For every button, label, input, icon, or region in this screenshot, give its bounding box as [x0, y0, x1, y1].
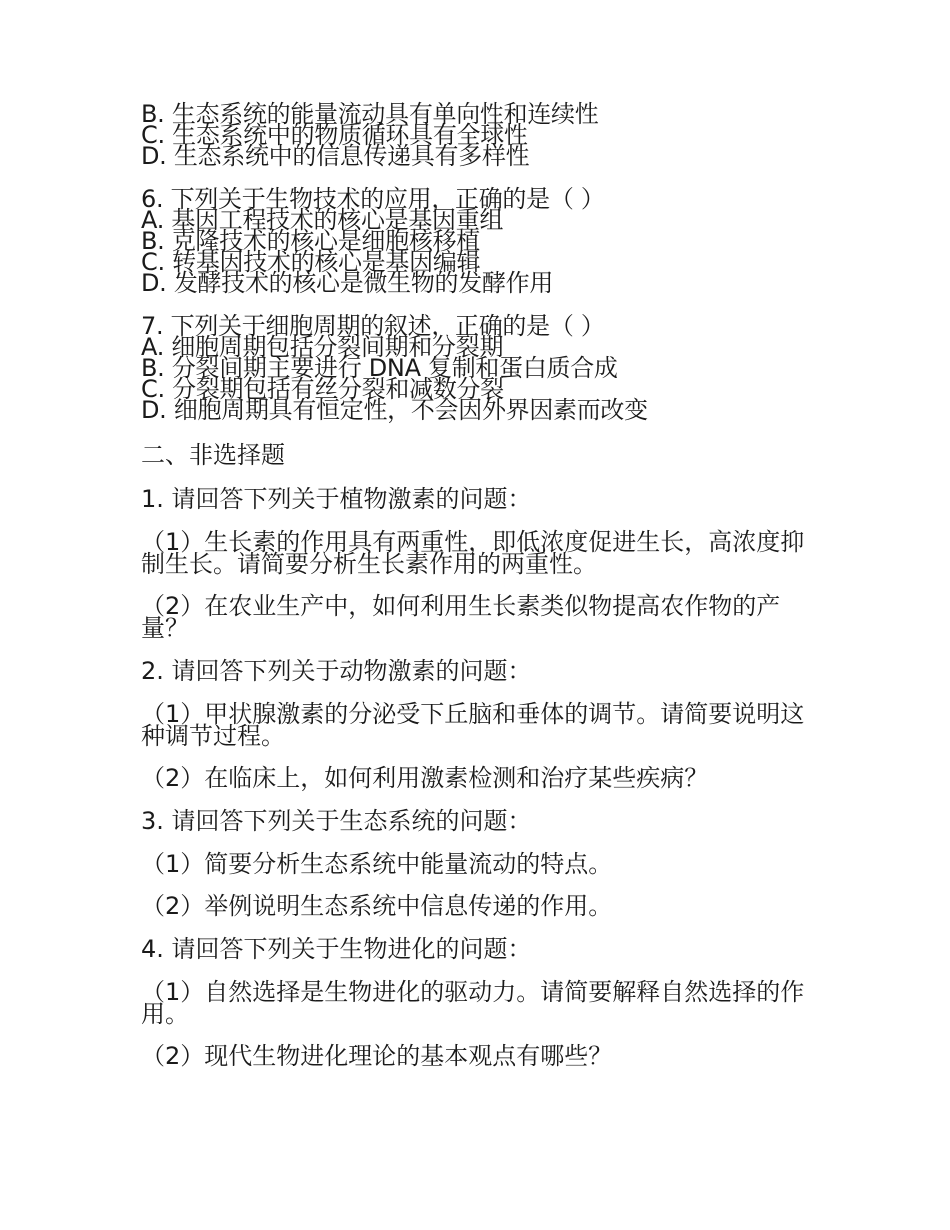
- option-b: B. 分裂间期主要进行 DNA 复制和蛋白质合成: [141, 354, 618, 382]
- nq1-part1: （1）生长素的作用具有两重性，即低浓度促进生长，高浓度抑制生长。请简要分析生长素作用的两重性。: [141, 528, 805, 578]
- nq1-part2: （2）在农业生产中，如何利用生长素类似物提高农作物的产量？: [141, 592, 781, 642]
- nq2-part2: （2）在临床上，如何利用激素检测和治疗某些疾病？: [141, 764, 709, 792]
- option-d: D. 发酵技术的核心是微生物的发酵作用: [141, 269, 554, 297]
- option-a: A. 基因工程技术的核心是基因重组: [141, 206, 504, 234]
- nq4-part2: （2）现代生物进化理论的基本观点有哪些？: [141, 1042, 613, 1070]
- option-c: C. 生态系统中的物质循环具有全球性: [141, 121, 528, 149]
- nq4-part1: （1）自然选择是生物进化的驱动力。请简要解释自然选择的作用。: [141, 978, 805, 1028]
- option-b: B. 克隆技术的核心是细胞核移植: [141, 227, 480, 255]
- option-a: A. 细胞周期包括分裂间期和分裂期: [141, 333, 504, 361]
- question-7: [141, 312, 811, 424]
- section-title: 二、非选择题: [141, 441, 285, 469]
- nq3-part2: （2）举例说明生态系统中信息传递的作用。: [141, 892, 613, 920]
- nq3-stem: 3. 请回答下列关于生态系统的问题：: [141, 807, 532, 835]
- document-page: [141, 100, 811, 1087]
- question-stem: 6. 下列关于生物技术的应用，正确的是（ ）: [141, 185, 605, 213]
- option-b: B. 生态系统的能量流动具有单向性和连续性: [141, 100, 599, 128]
- option-c: C. 转基因技术的核心是基因编辑: [141, 248, 481, 276]
- nq2-part1: （1）甲状腺激素的分泌受下丘脑和垂体的调节。请简要说明这种调节过程。: [141, 700, 805, 750]
- nq3-part1: （1）简要分析生态系统中能量流动的特点。: [141, 850, 613, 878]
- option-d: D. 生态系统中的信息传递具有多样性: [141, 142, 530, 170]
- option-d: D. 细胞周期具有恒定性，不会因外界因素而改变: [141, 396, 648, 424]
- nq2-stem: 2. 请回答下列关于动物激素的问题：: [141, 657, 532, 685]
- question-5-options: [141, 100, 811, 170]
- nq1-stem: 1. 请回答下列关于植物激素的问题：: [141, 485, 532, 513]
- question-stem: 7. 下列关于细胞周期的叙述，正确的是（ ）: [141, 312, 605, 340]
- option-c: C. 分裂期包括有丝分裂和减数分裂: [141, 375, 504, 403]
- nq4-stem: 4. 请回答下列关于生物进化的问题：: [141, 935, 532, 963]
- question-6: [141, 185, 811, 297]
